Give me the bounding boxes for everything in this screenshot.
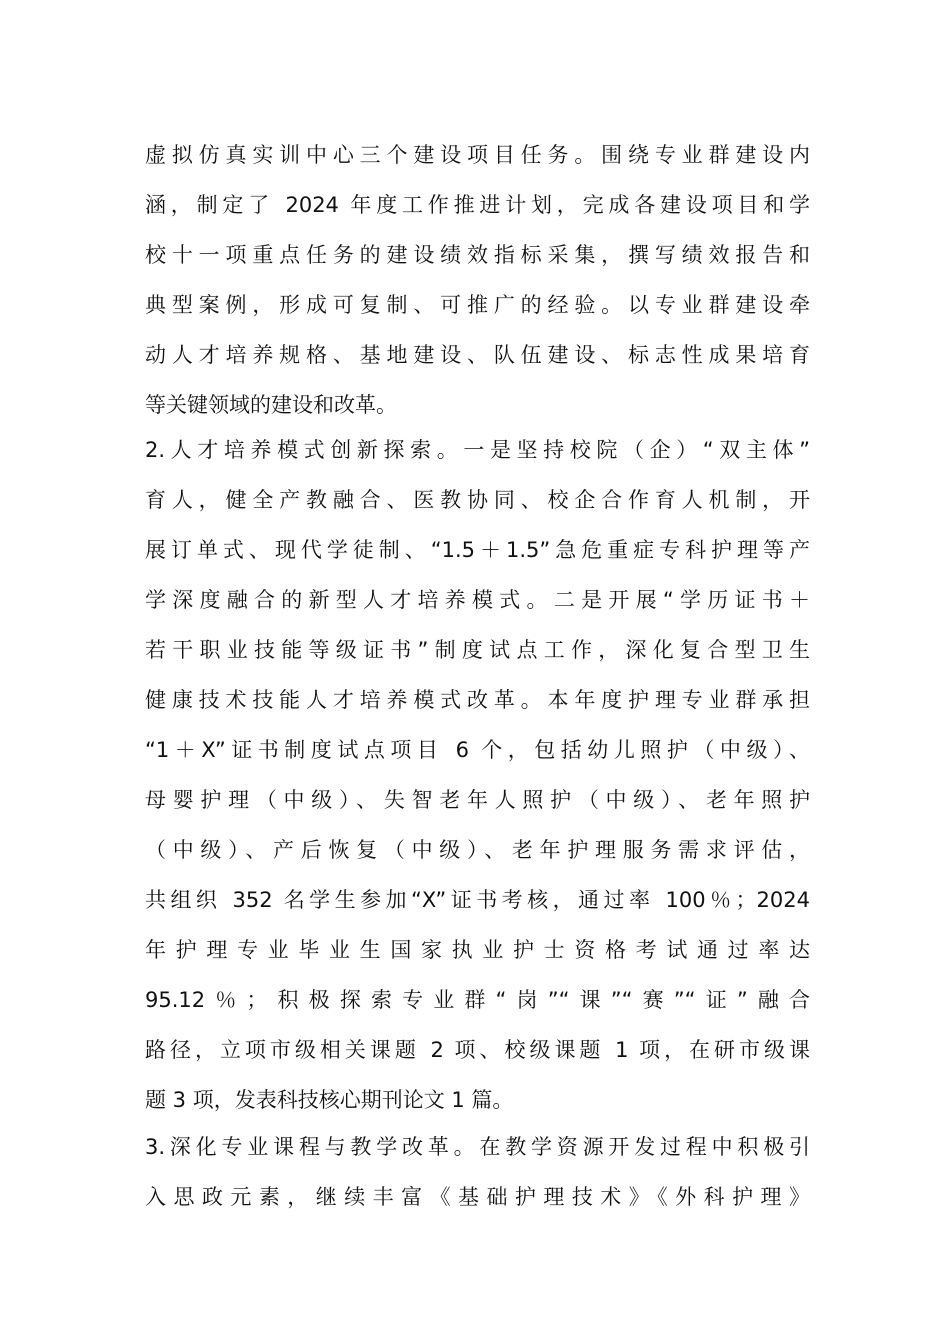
text-line: 典型案例，形成可复制、可推广的经验。以专业群建设牵 <box>145 293 810 317</box>
text-line: 校十一项重点任务的建设绩效指标采集，撰写绩效报告和 <box>145 243 810 267</box>
text-line: （中级）、产后恢复（中级）、老年护理服务需求评估， <box>145 838 810 862</box>
text-line: 等关键领域的建设和改革。 <box>145 393 397 417</box>
text-line: “1＋X”证书制度试点项目 6 个，包括幼儿照护（中级）、 <box>145 738 810 762</box>
text-line: 母婴护理（中级）、失智老年人照护（中级）、老年照护 <box>145 788 810 812</box>
paragraph-3 <box>145 1122 810 1222</box>
text-line: 展订单式、现代学徒制、“1.5＋1.5”急危重症专科护理等产 <box>145 538 810 562</box>
text-line: 学深度融合的新型人才培养模式。二是开展“学历证书＋ <box>145 588 810 612</box>
text-line: 年护理专业毕业生国家执业护士资格考试通过率达 <box>145 938 810 962</box>
text-line: 入思政元素，继续丰富《基础护理技术》《外科护理》 <box>145 1185 810 1209</box>
text-line: 题 3 项，发表科技核心期刊论文 1 篇。 <box>145 1088 514 1112</box>
text-line: 3.深化专业课程与教学改革。在教学资源开发过程中积极引 <box>145 1135 810 1159</box>
text-line: 虚拟仿真实训中心三个建设项目任务。围绕专业群建设内 <box>145 143 810 167</box>
paragraph-1 <box>145 130 810 430</box>
text-line: 95.12％；积极探索专业群“岗”“课”“赛”“证”融合 <box>145 988 810 1012</box>
text-line: 共组织 352 名学生参加“X”证书考核，通过率 100％；2024 <box>145 888 810 912</box>
text-line: 若干职业技能等级证书”制度试点工作，深化复合型卫生 <box>145 638 810 662</box>
text-line: 2.人才培养模式创新探索。一是坚持校院（企）“双主体” <box>145 438 810 462</box>
text-line: 涵，制定了 2024 年度工作推进计划，完成各建设项目和学 <box>145 193 810 217</box>
text-line: 健康技术技能人才培养模式改革。本年度护理专业群承担 <box>145 688 810 712</box>
text-line: 动人才培养规格、基地建设、队伍建设、标志性成果培育 <box>145 343 810 367</box>
paragraph-2 <box>145 425 810 1125</box>
text-line: 育人，健全产教融合、医教协同、校企合作育人机制，开 <box>145 488 810 512</box>
text-line: 路径，立项市级相关课题 2 项、校级课题 1 项，在研市级课 <box>145 1038 810 1062</box>
